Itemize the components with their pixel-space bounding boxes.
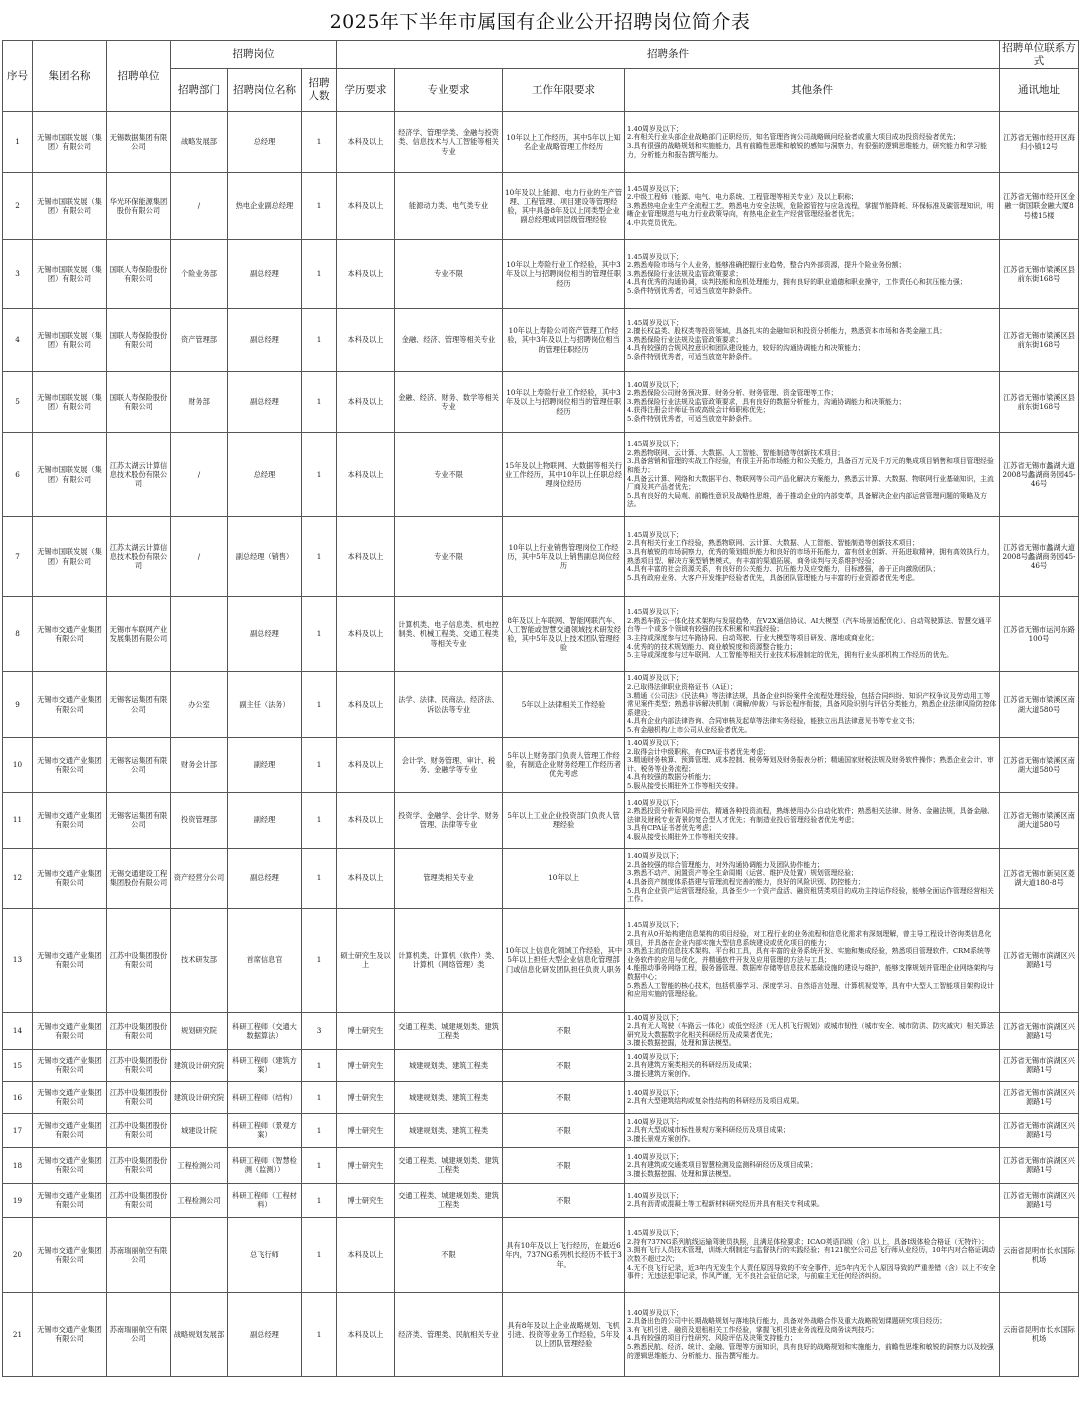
row-seq: 14 [3, 1012, 33, 1049]
row-seq: 5 [3, 372, 33, 433]
row-years: 不限 [503, 1183, 625, 1217]
row-major: 能源动力类、电气类专业 [395, 173, 503, 240]
row-post-name: 科研工程师（智慧检测（监测）） [228, 1147, 302, 1183]
table-row [3, 112, 1079, 173]
row-education: 本科及以上 [337, 672, 395, 738]
row-seq: 21 [3, 1292, 33, 1376]
row-major: 交通工程类、城建规划类、建筑工程类 [395, 1183, 503, 1217]
row-seq: 2 [3, 173, 33, 240]
row-seq: 4 [3, 309, 33, 372]
row-unit: 华光环保能源集团股份有限公司 [107, 173, 171, 240]
row-major: 专业不限 [395, 517, 503, 597]
table-row [3, 1217, 1079, 1292]
header-years: 工作年限要求 [503, 69, 625, 112]
row-major: 金融、经济、财务、数学等相关专业 [395, 372, 503, 433]
row-address: 江苏省无锡市滨湖区兴源路1号 [1000, 1012, 1079, 1049]
row-seq: 9 [3, 672, 33, 738]
row-dept: 个险业务部 [171, 240, 228, 309]
row-other-conditions: 1.45周岁及以下； 2.熟悉物联网、云计算、大数据、人工智能、智能制造等创新技术项目； 3.具备营销和管理的实战工作经验，有很主开拓市场能力和公关能力，具备百万元及千万元的集成项目销售和项目管理经验和能力； 4.具备云计算、网络和大数据平台、物联网等公司产品化解决方案能力，熟悉云计算、大数据、物联网行业基础知识，主流厂商及其产品者优先； 5.具有良好的大局观、前瞻性意识及战略性思维，善于推动企业的内部变革，具备解决企业内部运营管理问题的策略及方法。 [625, 433, 1000, 517]
row-other-conditions: 1.40周岁及以下； 2.具备出色的公司中长期战略规划与落地执行能力，具备对外战略合作及重大战略规划课题研究项目经历； 3.有飞机引进、融资及退租相关工作经验，掌握飞机引进业务流程及商务谈判技巧； 4.具有较强的项目行性研究、风险评估及决策支持能力； 5.熟悉民航、经济、统计、金融、管理等方面知识，具有良好的战略规划和实施能力，前瞻性思维和敏锐的洞察力以及较强的逻辑思维能力、分析能力、报告撰写能力。 [625, 1292, 1000, 1376]
row-years: 不限 [503, 1113, 625, 1147]
row-other-conditions: 1.40周岁及以下； 2.具有沥青或混凝土等工程新材料研究经历并具有相关专利成果。 [625, 1183, 1000, 1217]
row-years: 10年以上寿险行业工作经验，其中3年及以上与招聘岗位相当的管理任职经历 [503, 372, 625, 433]
row-dept: 建筑设计研究院 [171, 1081, 228, 1113]
row-post-name: 科研工程师（建筑方案） [228, 1049, 302, 1081]
row-count: 1 [302, 517, 337, 597]
row-dept: 资产经营分公司 [171, 848, 228, 908]
row-seq: 1 [3, 112, 33, 173]
row-other-conditions: 1.45周岁及以下； 2.擅长权益类、股权类等投资领域，具备扎实的金融知识和投资分析能力，熟悉资本市场和各类金融工具； 3.熟悉保险行业法规及监管政策要求； 4.具有较强的合规风控意识和团队建设能力，较好的沟通协调能力和决策能力； 5.条件特别优秀者，可适当放宽年龄条件。 [625, 309, 1000, 372]
row-seq: 16 [3, 1081, 33, 1113]
row-group-name: 无锡市交通产业集团有限公司 [33, 1049, 107, 1081]
row-years: 10年以上寿险行业工作经验，其中3年及以上与招聘岗位相当的管理任职经历 [503, 240, 625, 309]
row-count: 1 [302, 173, 337, 240]
row-years: 具有8年及以上企业战略规划、飞机引进、投资等业务工作经验，5年及以上团队管理经验 [503, 1292, 625, 1376]
row-group-name: 无锡市交通产业集团有限公司 [33, 1147, 107, 1183]
row-years: 10年以上工作经历，其中5年以上知名企业战略管理工作经历 [503, 112, 625, 173]
row-education: 本科及以上 [337, 240, 395, 309]
row-count: 1 [302, 112, 337, 173]
row-count: 1 [302, 1147, 337, 1183]
row-unit: 无锡交通建设工程集团股份有限公司 [107, 848, 171, 908]
job-table [2, 40, 1079, 1377]
table-row [3, 597, 1079, 672]
row-address: 江苏省无锡市梁溪区南湖大道580号 [1000, 792, 1079, 848]
row-address: 江苏省无锡市经开区海归小镇12号 [1000, 112, 1079, 173]
row-education: 本科及以上 [337, 1292, 395, 1376]
row-unit: 江苏中设集团股份有限公司 [107, 1147, 171, 1183]
row-seq: 15 [3, 1049, 33, 1081]
row-other-conditions: 1.45周岁及以下； 2.具有相关行业工作经验，熟悉物联网、云计算、大数据、人工智能、智能制造等创新技术项目； 3.具有敏锐的市场洞察力，优秀的策划组织能力和良好的市场开拓能力，富有创业创新、开拓进取精神，拥有高效执行力，熟悉项目型、解决方案型销售模式，有丰富的渠道拓展、商务谈判与关系维护经验； 4.具有丰富的社会资源关系，有良好的公关能力、抗压能力及应变能力，目标感强，善于正向激励团队； 5.具有政府业务、大客户开发维护经验者优先，具备团队管理能力与丰富的行业资源者优先考虑。 [625, 517, 1000, 597]
row-dept [171, 1217, 228, 1292]
header-unit: 招聘单位 [107, 41, 171, 112]
table-row [3, 433, 1079, 517]
table-row [3, 1081, 1079, 1113]
row-count: 1 [302, 1081, 337, 1113]
row-education: 博士研究生 [337, 1081, 395, 1113]
table-row [3, 1012, 1079, 1049]
row-major: 交通工程类、城建规划类、建筑工程类 [395, 1012, 503, 1049]
row-major: 城建规划类、建筑工程类 [395, 1113, 503, 1147]
row-group-name: 无锡市交通产业集团有限公司 [33, 848, 107, 908]
row-count: 1 [302, 908, 337, 1012]
row-address: 江苏省无锡市蠡湖大道2008号蠡湖商务园45-46号 [1000, 517, 1079, 597]
row-years: 10年以上行业销售管理岗位工作经历，其中5年及以上销售副总岗位经历 [503, 517, 625, 597]
row-education: 博士研究生 [337, 1012, 395, 1049]
row-group-name: 无锡市国联发展（集团）有限公司 [33, 517, 107, 597]
row-major: 经济类、管理类、民航相关专业 [395, 1292, 503, 1376]
row-post-name: 总飞行师 [228, 1217, 302, 1292]
row-years: 10年以上 [503, 848, 625, 908]
row-unit: 无锡客运集团有限公司 [107, 738, 171, 793]
table-row [3, 1183, 1079, 1217]
table-row [3, 309, 1079, 372]
row-years: 不限 [503, 1147, 625, 1183]
row-dept: 财务部 [171, 372, 228, 433]
row-dept: 工程检测公司 [171, 1183, 228, 1217]
row-years: 8年及以上车联网、智能网联汽车、人工智能或智慧交通领域技术研发经验，其中5年及以上技术团队管理经验 [503, 597, 625, 672]
row-unit: 江苏中设集团股份有限公司 [107, 1113, 171, 1147]
row-address: 江苏省无锡市滨湖区兴源路1号 [1000, 908, 1079, 1012]
header-count: 招聘人数 [302, 69, 337, 112]
row-major: 投资学、金融学、会计学、财务管理、法律等专业 [395, 792, 503, 848]
row-unit: 江苏太湖云计算信息技术股份有限公司 [107, 517, 171, 597]
row-group-name: 无锡市国联发展（集团）有限公司 [33, 173, 107, 240]
row-major: 会计学、财务管理、审计、税务、金融学等专业 [395, 738, 503, 793]
row-major: 城建规划类、建筑工程类 [395, 1081, 503, 1113]
row-group-name: 无锡市交通产业集团有限公司 [33, 738, 107, 793]
row-major: 计算机类、计算机（软件）类、计算机（网络管理）类 [395, 908, 503, 1012]
table-row [3, 738, 1079, 793]
row-dept [171, 597, 228, 672]
table-row [3, 1113, 1079, 1147]
row-post-name: 副总经理 [228, 309, 302, 372]
row-group-name: 无锡市交通产业集团有限公司 [33, 1183, 107, 1217]
row-years: 不限 [503, 1049, 625, 1081]
table-row [3, 848, 1079, 908]
table-row [3, 1292, 1079, 1376]
row-education: 本科及以上 [337, 173, 395, 240]
row-years: 10年以上信息化领域工作经验，其中5年以上担任大型企业信息化管理部门或信息化研发团队担任负责人职务 [503, 908, 625, 1012]
row-other-conditions: 1.45周岁及以下； 2.熟悉车路云一体化技术架构与发展趋势，在V2X通信协议、AI大模型（汽车场景适配优化）、自动驾驶算法、智慧交通平台等一个或多个领域有较强的技术积累和实践经验； 3.主持或深度参与过车路协同、自动驾驶、行业大模型等项目研发、落地或商业化； 4.优秀的的技术规划能力、商业敏锐度和资源整合能力； 5.主导或深度参与过车联网、人工智能等相关行业技术标准制定的优先，拥有行业头部机构工作经历的优先。 [625, 597, 1000, 672]
row-education: 博士研究生 [337, 1049, 395, 1081]
row-seq: 13 [3, 908, 33, 1012]
row-years: 不限 [503, 1012, 625, 1049]
row-other-conditions: 1.40周岁及以下； 2.具有无人驾驶（车路云一体化）或低空经济（无人机飞行规划）或城市韧性（城市安全、城市防洪、防灾减灾）相关算法研究及大数据数字化相关科研经历及成果者优先； 3.擅长数据挖掘，处理和算法模型。 [625, 1012, 1000, 1049]
row-address: 江苏省无锡市梁溪区南湖大道580号 [1000, 738, 1079, 793]
row-post-name: 副总经理 [228, 848, 302, 908]
header-condition-group: 招聘条件 [337, 41, 1000, 69]
table-row [3, 1147, 1079, 1183]
header-other: 其他条件 [625, 69, 1000, 112]
table-row [3, 372, 1079, 433]
row-group-name: 无锡市交通产业集团有限公司 [33, 672, 107, 738]
row-count: 1 [302, 1113, 337, 1147]
row-post-name: 总经理 [228, 112, 302, 173]
row-address: 江苏省无锡市滨湖区兴源路1号 [1000, 1049, 1079, 1081]
table-row [3, 1049, 1079, 1081]
row-other-conditions: 1.40周岁及以下； 2.具有建筑或交通类项目智慧检测及监测科研经历及项目成果； 3.擅长数据挖掘、处理和算法模型。 [625, 1147, 1000, 1183]
row-other-conditions: 1.45周岁及以下； 2.中级工程师（能源、电气、电力系统、工程管理等相关专业）及以上职称； 3.熟悉热电企业生产全流程工艺，熟悉电力安全法规，危险源管控与应急流程，掌握节能降耗、环保标准及碳管理知识，明晰企业管理规范与电力行业政策导向，有热电企业生产经营管理经验者优先； 4.中共党员优先。 [625, 173, 1000, 240]
row-count: 1 [302, 1049, 337, 1081]
row-unit: 国联人寿保险股份有限公司 [107, 372, 171, 433]
row-count: 1 [302, 1183, 337, 1217]
row-education: 本科及以上 [337, 309, 395, 372]
row-education: 本科及以上 [337, 738, 395, 793]
row-major: 金融、经济、管理等相关专业 [395, 309, 503, 372]
row-group-name: 无锡市交通产业集团有限公司 [33, 1217, 107, 1292]
row-count: 1 [302, 792, 337, 848]
row-education: 博士研究生 [337, 1183, 395, 1217]
row-years: 10年及以上能源、电力行业的生产管理、工程管理、项目建设等管理经验，其中具备8年及以上同类型企业副总经理或同层级管理经验 [503, 173, 625, 240]
table-row [3, 672, 1079, 738]
row-other-conditions: 1.45周岁及以下； 2.具有从0开始构建信息架构的项目经验，对工程行业的业务流程和信息化需求有深刻理解，曾主导工程设计咨询类信息化项目，并具备在企业内部实施大型信息系统建设或优化项目的能力； 3.熟悉主流的信息技术架构、平台和工具，具有丰富的业务系统开发、实施和集成经验，熟悉项目管理软件、CRM系统等业务软件的应用与优化，并精通软件开发及应用管理的方法与工具； 4.能推动事务网络工程，服务器管理、数据库存储等信息技术基础设施的建设与维护，能够支撑规划并管理企业网络架构与数据中心； 5.熟悉人工智能的核心技术，包括机器学习、深度学习、自然语言处理、计算机视觉等，具有中大型人工智能项目架构设计和应用实施的管理经验。 [625, 908, 1000, 1012]
row-other-conditions: 1.40周岁及以下； 2.熟悉投资分析和风险评估，精通各种投资流程，熟练使用办公自动化软件；熟悉相关法律、财务、金融法规，具备金融、法律及财税专业背景的复合型人才优先；有制造业投后管理经验者优先考虑； 3.具有CPA证书者优先考虑； 4.服从接受长期驻外工作等相关安排。 [625, 792, 1000, 848]
row-dept: 城建设计院 [171, 1113, 228, 1147]
row-address: 江苏省无锡市滨湖区兴源路1号 [1000, 1081, 1079, 1113]
row-count: 1 [302, 1292, 337, 1376]
row-count: 1 [302, 672, 337, 738]
row-address: 云南省昆明市长水国际机场 [1000, 1292, 1079, 1376]
row-seq: 18 [3, 1147, 33, 1183]
header-contact-group: 招聘单位联系方式 [1000, 41, 1079, 69]
row-education: 本科及以上 [337, 792, 395, 848]
row-group-name: 无锡市交通产业集团有限公司 [33, 597, 107, 672]
row-address: 江苏省无锡市梁溪区县前东街168号 [1000, 240, 1079, 309]
header-post-group: 招聘岗位 [171, 41, 337, 69]
row-major: 城建规划类、建筑工程类 [395, 1049, 503, 1081]
row-major: 管理类相关专业 [395, 848, 503, 908]
row-dept: / [171, 173, 228, 240]
row-other-conditions: 1.40周岁及以下； 2.已取得法律职业资格证书（A证）； 3.精通《公司法》《民法典》等法律法规，具备企业纠纷案件全流程处理经验，包括合同纠纷、知识产权争议及劳动用工等常见案件类型；熟悉非诉解决机制（调解/仲裁）与诉讼程序衔接，具备风险识别与评估分类能力，熟悉企业法律风险防控体系建设； 4.具有企业内部法律咨询、合同审核及起草等法律实务经验，能独立出具法律意见书等专业文书； 5.有金融机构/上市公司从业经验者优先。 [625, 672, 1000, 738]
row-dept: / [171, 517, 228, 597]
header-edu: 学历要求 [337, 69, 395, 112]
row-seq: 11 [3, 792, 33, 848]
row-group-name: 无锡市交通产业集团有限公司 [33, 1012, 107, 1049]
row-count: 1 [302, 848, 337, 908]
row-post-name: 副经理 [228, 738, 302, 793]
row-unit: 苏南瑞丽航空有限公司 [107, 1217, 171, 1292]
row-address: 云南省昆明市长水国际机场 [1000, 1217, 1079, 1292]
row-post-name: 总经理 [228, 433, 302, 517]
table-row [3, 240, 1079, 309]
row-education: 本科及以上 [337, 112, 395, 173]
row-seq: 7 [3, 517, 33, 597]
row-unit: 江苏中设集团股份有限公司 [107, 1081, 171, 1113]
row-education: 本科及以上 [337, 433, 395, 517]
row-other-conditions: 1.40周岁及以下； 2.熟悉保险公司财务预决算、财务分析、财务管理、资金管理等工作； 3.熟悉保险行业法规及监管政策要求，具有良好的数据分析能力，沟通协调能力和决策能力； 4.获得注册会计师证书或高级会计师职称优先； 5.条件特别优秀者，可适当放宽年龄条件。 [625, 372, 1000, 433]
row-other-conditions: 1.45周岁及以下； 2.持有737NG系列航线运输驾驶员执照，且满足体检要求；ICAO英语四级（含）以上，具备I级体检合格证（无特许）； 3.拥有飞行人员技术管理，训练大纲制定与监督执行的实践经验；有121航空公司总飞行师从业经历，10年内对合格证调动次数不超过2次； 4.无不良飞行记录，近3年内无发生个人责任原因导致的不安全事件，近5年内无个人原因导致的严重差错（含）以上不安全事件；无违法犯罪记录，作风严谨，无不良社会征信记录，与前雇主无任何经济纠纷。 [625, 1217, 1000, 1292]
row-post-name: 首席信息官 [228, 908, 302, 1012]
row-dept: 财务会计部 [171, 738, 228, 793]
header-dept: 招聘部门 [171, 69, 228, 112]
row-major: 计算机类、电子信息类、机电控制类、机械工程类、交通工程类等相关专业 [395, 597, 503, 672]
row-group-name: 无锡市国联发展（集团）有限公司 [33, 309, 107, 372]
row-dept: / [171, 433, 228, 517]
row-group-name: 无锡市交通产业集团有限公司 [33, 908, 107, 1012]
row-dept: 技术研发部 [171, 908, 228, 1012]
row-other-conditions: 1.40周岁及以下； 2.有相关行业头部企业战略部门正职经历，知名管理咨询公司战略顾问经验者或重大项目成功投资经验者优先； 3.具有很强的战略规划和实施能力，具有前瞻性思维和敏锐的感知与洞察力，有很强的逻辑思维能力，研究能力和学习能力，分析能力和报告撰写能力。 [625, 112, 1000, 173]
row-unit: 无锡客运集团有限公司 [107, 672, 171, 738]
row-major: 专业不限 [395, 433, 503, 517]
row-major: 专业不限 [395, 240, 503, 309]
header-major: 专业要求 [395, 69, 503, 112]
row-post-name: 副总经理 [228, 240, 302, 309]
row-post-name: 副总经理 [228, 372, 302, 433]
row-address: 江苏省无锡市蠡湖大道2008号蠡湖商务园45-46号 [1000, 433, 1079, 517]
row-post-name: 副经理 [228, 792, 302, 848]
row-post-name: 副总经理 [228, 1292, 302, 1376]
row-years: 10年以上寿险公司资产管理工作经验，其中3年及以上与招聘岗位相当的管理任职经历 [503, 309, 625, 372]
row-major: 法学、法律、民商法、经济法、诉讼法等专业 [395, 672, 503, 738]
row-post-name: 科研工程师（结构） [228, 1081, 302, 1113]
row-major: 交通工程类、城建规划类、建筑工程类 [395, 1147, 503, 1183]
row-education: 硕士研究生及以上 [337, 908, 395, 1012]
row-address: 江苏省无锡市梁溪区南湖大道580号 [1000, 672, 1079, 738]
row-count: 3 [302, 1012, 337, 1049]
row-post-name: 副总经理（销售） [228, 517, 302, 597]
row-other-conditions: 1.45周岁及以下； 2.熟悉寿险市场与个人业务，能够准确把握行业趋势，整合内外部资源，提升个险业务份额； 3.熟悉保险行业法规及监管政策要求； 4.具有优秀的沟通协调，谈判技能和危机处理能力，拥有良好的职业道德和职业操守，工作责任心和抗压能力强； 5.条件特别优秀者，可适当放宽年龄条件。 [625, 240, 1000, 309]
row-education: 本科及以上 [337, 372, 395, 433]
row-other-conditions: 1.40周岁及以下； 2.具有大型或城市标性景观方案科研经历及项目成果； 3.擅长景观方案创作。 [625, 1113, 1000, 1147]
row-seq: 20 [3, 1217, 33, 1292]
row-education: 博士研究生 [337, 1113, 395, 1147]
row-count: 1 [302, 1217, 337, 1292]
row-post-name: 副总经理 [228, 597, 302, 672]
row-post-name: 热电企业副总经理 [228, 173, 302, 240]
row-dept: 资产管理部 [171, 309, 228, 372]
row-seq: 17 [3, 1113, 33, 1147]
row-unit: 国联人寿保险股份有限公司 [107, 309, 171, 372]
row-unit: 江苏中设集团股份有限公司 [107, 1012, 171, 1049]
row-seq: 19 [3, 1183, 33, 1217]
row-seq: 6 [3, 433, 33, 517]
row-education: 本科及以上 [337, 517, 395, 597]
row-group-name: 无锡市交通产业集团有限公司 [33, 1113, 107, 1147]
row-group-name: 无锡市国联发展（集团）有限公司 [33, 112, 107, 173]
row-group-name: 无锡市交通产业集团有限公司 [33, 1081, 107, 1113]
row-years: 5年以上法律相关工作经验 [503, 672, 625, 738]
header-post: 招聘岗位名称 [228, 69, 302, 112]
page-title: 2025年下半年市属国有企业公开招聘岗位简介表 [329, 11, 751, 33]
row-unit: 国联人寿保险股份有限公司 [107, 240, 171, 309]
row-education: 博士研究生 [337, 1147, 395, 1183]
row-unit: 无锡市车联网产业发展集团有限公司 [107, 597, 171, 672]
row-seq: 8 [3, 597, 33, 672]
row-address: 江苏省无锡市滨湖区兴源路1号 [1000, 1183, 1079, 1217]
row-seq: 10 [3, 738, 33, 793]
row-dept: 战略发展部 [171, 112, 228, 173]
row-address: 江苏省无锡市经开区金融一街国联金融大厦8号楼15楼 [1000, 173, 1079, 240]
row-education: 本科及以上 [337, 1217, 395, 1292]
row-seq: 12 [3, 848, 33, 908]
row-address: 江苏省无锡市梁溪区县前东街168号 [1000, 372, 1079, 433]
row-years: 具有10年及以上飞行经历，在最近6年内，737NG系列机长经历不低于3年。 [503, 1217, 625, 1292]
row-years: 5年以上财务部门负责人管理工作经验，有制造企业财务经理工作经历者优先考虑 [503, 738, 625, 793]
header-addr: 通讯地址 [1000, 69, 1079, 112]
row-dept: 投资管理部 [171, 792, 228, 848]
row-dept: 规划研究院 [171, 1012, 228, 1049]
row-other-conditions: 1.40周岁及以下； 2.具有大型建筑结构或复杂性结构的科研经历及项目成果。 [625, 1081, 1000, 1113]
row-dept: 建筑设计研究院 [171, 1049, 228, 1081]
row-count: 1 [302, 309, 337, 372]
row-dept: 办公室 [171, 672, 228, 738]
row-years: 不限 [503, 1081, 625, 1113]
row-years: 15年及以上物联网、大数据等相关行业工作经历，其中10年以上任职总经理岗位经历 [503, 433, 625, 517]
row-group-name: 无锡市国联发展（集团）有限公司 [33, 240, 107, 309]
row-count: 1 [302, 372, 337, 433]
row-group-name: 无锡市交通产业集团有限公司 [33, 1292, 107, 1376]
row-count: 1 [302, 738, 337, 793]
row-address: 江苏省无锡市滨湖区兴源路1号 [1000, 1147, 1079, 1183]
table-row [3, 908, 1079, 1012]
row-count: 1 [302, 240, 337, 309]
row-address: 江苏省无锡市新吴区菱湖大道180-8号 [1000, 848, 1079, 908]
row-address: 江苏省无锡市运河东路100号 [1000, 597, 1079, 672]
row-major: 经济学、管理学类、金融与投资类、信息技术与人工智能等相关专业 [395, 112, 503, 173]
row-other-conditions: 1.40周岁及以下； 2.具有建筑方案类相关的科研经历及成果； 3.擅长建筑方案创作。 [625, 1049, 1000, 1081]
row-unit: 无锡数据集团有限公司 [107, 112, 171, 173]
row-education: 本科及以上 [337, 848, 395, 908]
row-group-name: 无锡市国联发展（集团）有限公司 [33, 372, 107, 433]
row-other-conditions: 1.40周岁及以下； 2.具备较强的综合管理能力，对外沟通协调能力及团队协作能力； 3.熟悉不动产、闲置资产等全生命周期（运营、维护及处置）规划管理经验； 4.具备资产制度体系搭建与管理流程完善的能力，良好的风险识别、防控能力； 5.具有企业资产运营管理经验，具备至少一个资产盘活、融资租赁类项目的成功主持运作经验，能够全面运作管理经营相关工作。 [625, 848, 1000, 908]
header-seq: 序号 [3, 41, 33, 112]
row-unit: 苏南瑞丽航空有限公司 [107, 1292, 171, 1376]
row-post-name: 科研工程师（交通大数据算法） [228, 1012, 302, 1049]
row-count: 1 [302, 597, 337, 672]
table-row [3, 173, 1079, 240]
row-group-name: 无锡市国联发展（集团）有限公司 [33, 433, 107, 517]
header-group: 集团名称 [33, 41, 107, 112]
row-count: 1 [302, 433, 337, 517]
row-education: 本科及以上 [337, 597, 395, 672]
row-seq: 3 [3, 240, 33, 309]
row-unit: 无锡客运集团有限公司 [107, 792, 171, 848]
row-unit: 江苏太湖云计算信息技术股份有限公司 [107, 433, 171, 517]
row-other-conditions: 1.40周岁及以下； 2.取得会计中级职称，有CPA证书者优先考虑； 3.精通财务核算、预算管理、成本控制、税务筹划及财务报表分析；精通国家财税法规及财务软件操作；熟悉企业会计、审计、税务等业务流程； 4.具有较强的数据分析能力； 5.服从接受长期驻外工作等相关安排。 [625, 738, 1000, 793]
row-group-name: 无锡市交通产业集团有限公司 [33, 792, 107, 848]
row-dept: 工程检测公司 [171, 1147, 228, 1183]
row-post-name: 科研工程师（工程材料） [228, 1183, 302, 1217]
row-unit: 江苏中设集团股份有限公司 [107, 908, 171, 1012]
row-unit: 江苏中设集团股份有限公司 [107, 1183, 171, 1217]
row-major: 不限 [395, 1217, 503, 1292]
row-years: 5年以上工业企业投资部门负责人管理经验 [503, 792, 625, 848]
table-row [3, 792, 1079, 848]
row-post-name: 副主任（法务） [228, 672, 302, 738]
row-unit: 江苏中设集团股份有限公司 [107, 1049, 171, 1081]
row-post-name: 科研工程师（景观方案） [228, 1113, 302, 1147]
row-address: 江苏省无锡市滨湖区兴源路1号 [1000, 1113, 1079, 1147]
row-dept: 战略规划发展部 [171, 1292, 228, 1376]
table-row [3, 517, 1079, 597]
row-address: 江苏省无锡市梁溪区县前东街168号 [1000, 309, 1079, 372]
